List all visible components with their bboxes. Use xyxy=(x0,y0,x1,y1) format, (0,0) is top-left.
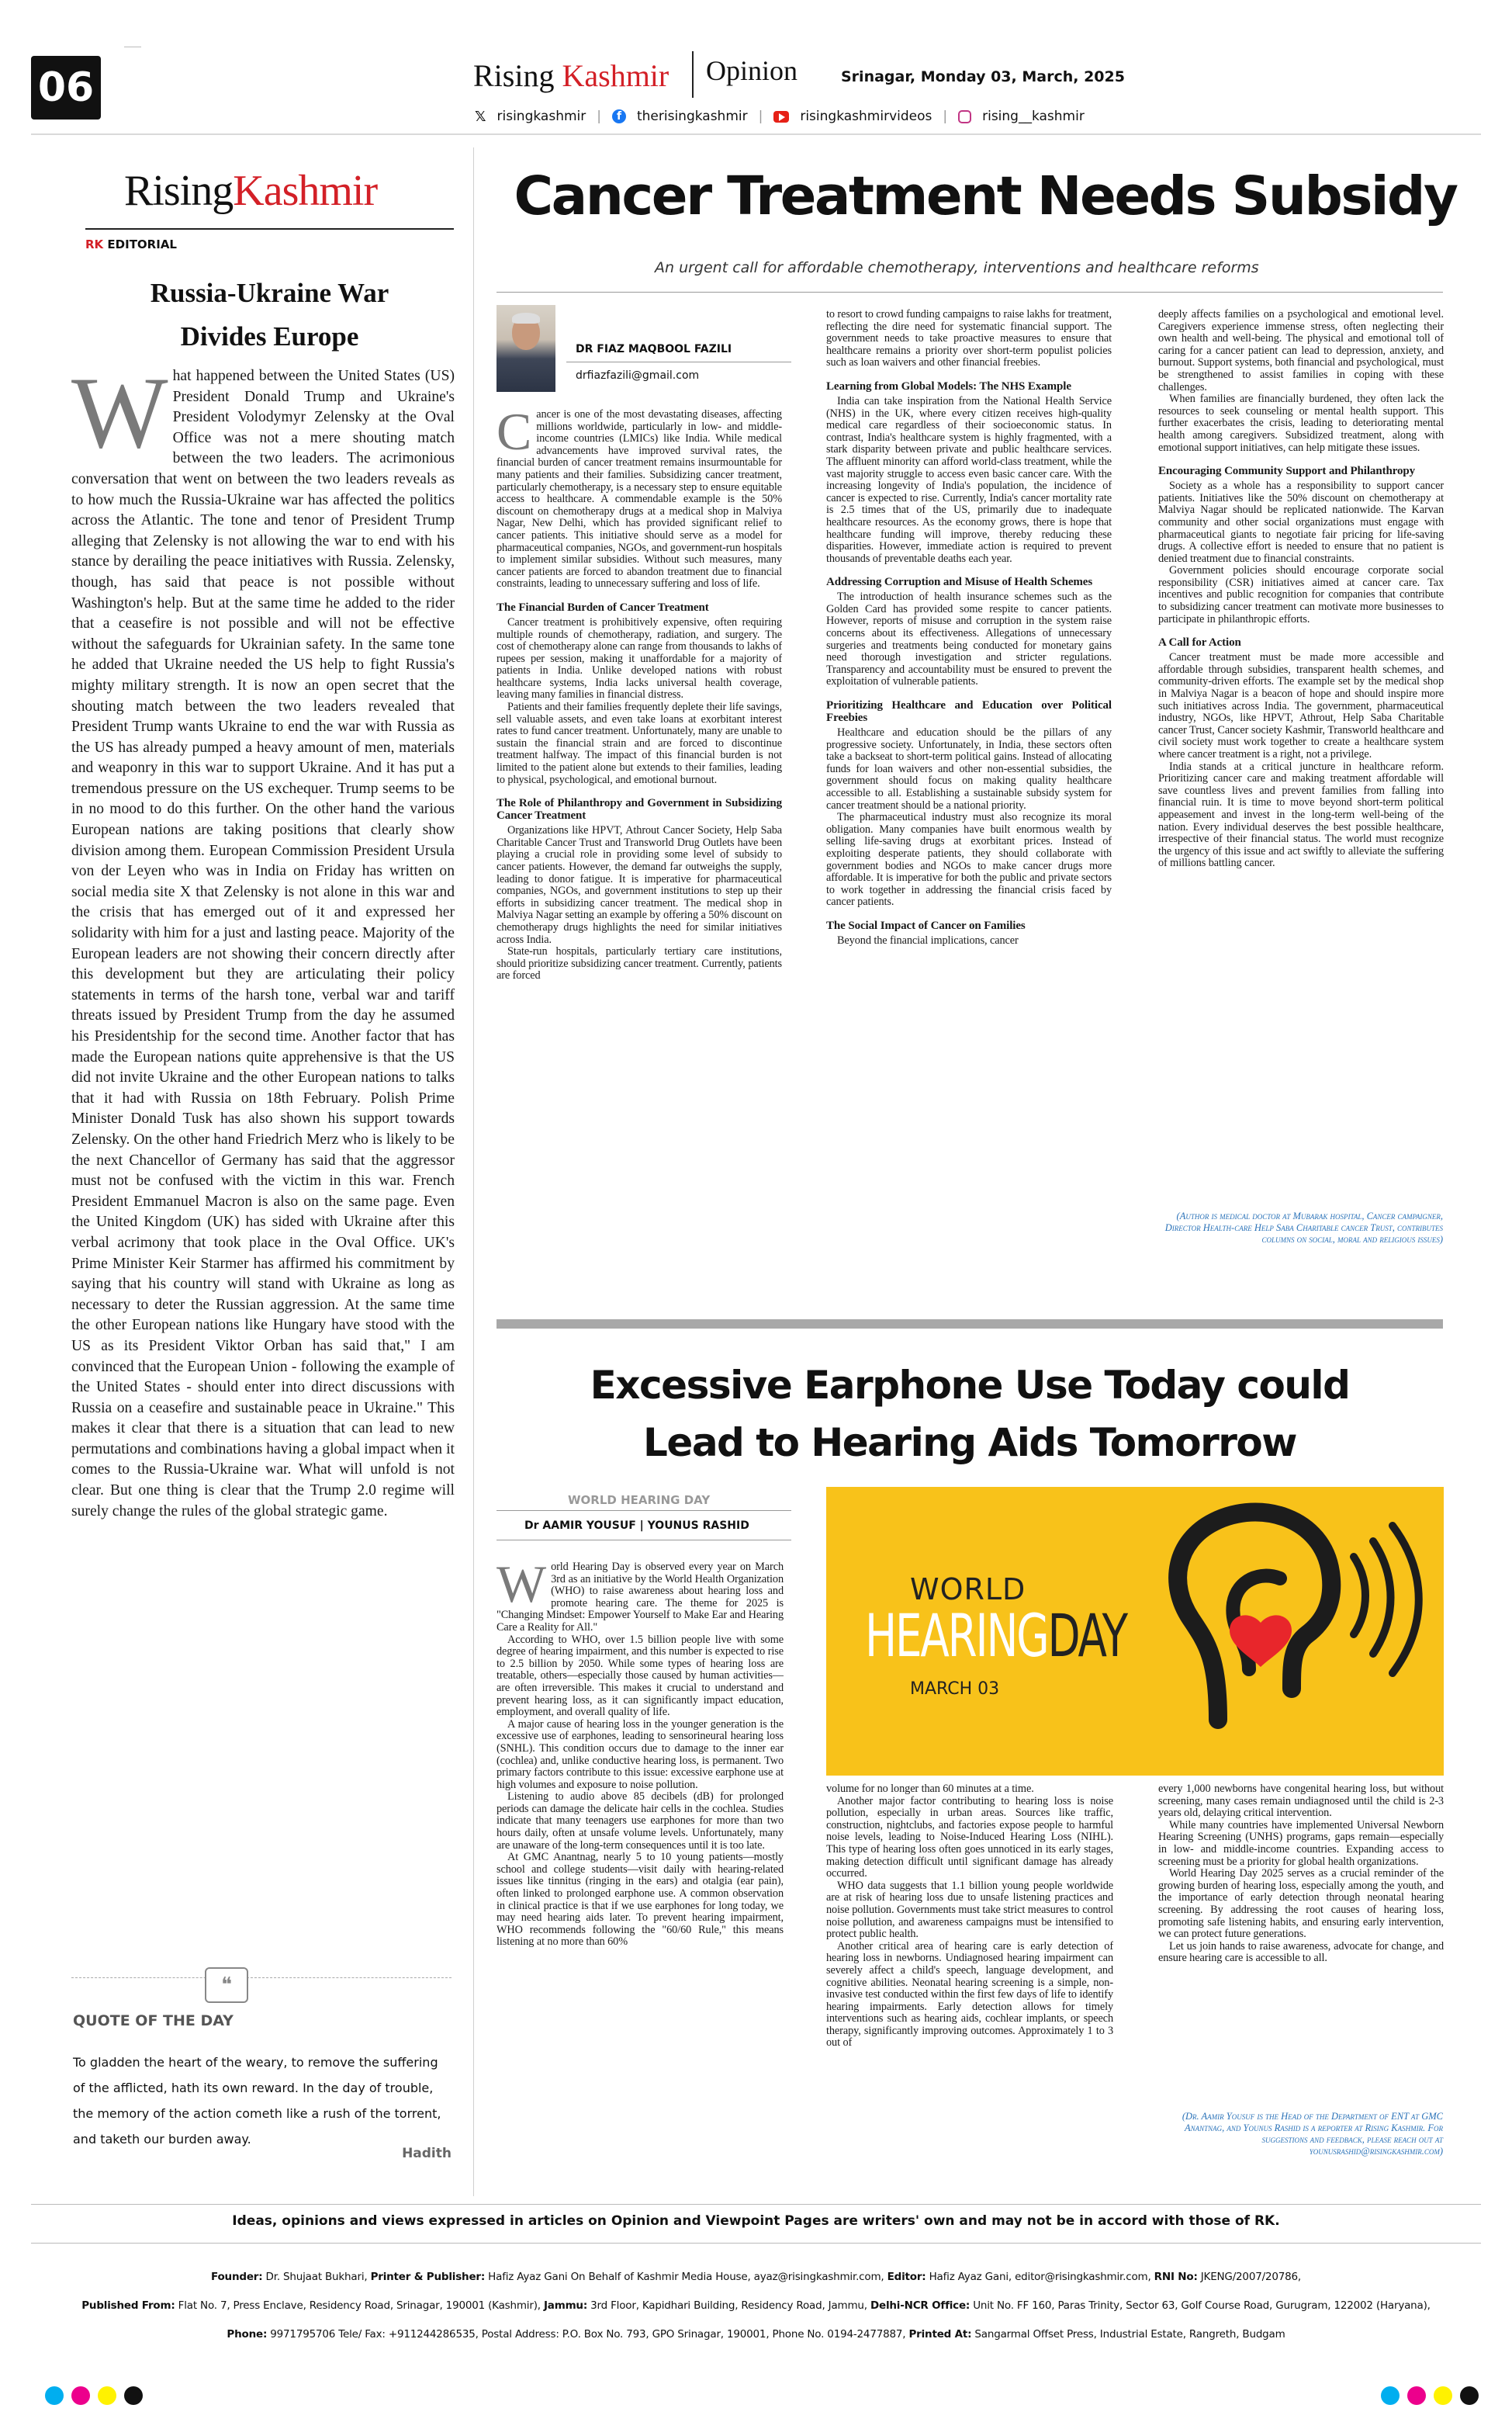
subheading xyxy=(826,576,1112,588)
subheading-text: Learning from Global Models: The NHS Example xyxy=(826,379,1071,393)
article1-column-1 xyxy=(497,409,782,1294)
paragraph xyxy=(497,1719,784,1792)
paragraph-text: Another major factor contributing to hearing loss is noise pollution, especially in urban areas. Sources like traffic, construction, nightclubs, and factories expose people to harmful noise levels, leading to Noise-Induced Hearing Loss (NIHL). This type of hearing loss often goes unnoticed in its early stages, making detection difficult until significant damage has already occurred. xyxy=(826,1794,1113,1880)
paragraph xyxy=(1158,480,1444,565)
paragraph xyxy=(1158,1820,1444,1868)
paragraph xyxy=(497,1561,784,1634)
paragraph xyxy=(497,825,782,946)
paragraph-text: Let us join hands to raise awareness, advocate for change, and ensure hearing care is accessible to all. xyxy=(1158,1939,1444,1965)
article2-kicker: WORLD HEARING DAY xyxy=(568,1493,711,1507)
imprint-from-label: Published From: xyxy=(81,2299,175,2312)
hearing-line1: WORLD xyxy=(910,1572,1026,1606)
masthead-brand xyxy=(473,57,669,94)
social-bar xyxy=(475,106,1085,127)
paragraph xyxy=(1158,1941,1444,1965)
paragraph-text: WHO data suggests that 1.1 billion young people worldwide are at risk of hearing loss due to unsafe listening practices and noise pollution. Governments must take strict measures to control noise pollution, and awareness campaigns must be intensified to protect public health. xyxy=(826,1879,1113,1941)
article-dropcap: W xyxy=(497,1561,547,1613)
subheading-text: The Social Impact of Cancer on Families xyxy=(826,919,1026,932)
paragraph xyxy=(1158,652,1444,761)
editorial-title-line2: Divides Europe xyxy=(180,321,359,352)
paragraph xyxy=(826,812,1112,909)
subheading xyxy=(826,380,1112,393)
paragraph-text: The introduction of health insurance schemes such as the Golden Card has provided some respite to cancer patients. However, reports of misuse and corruption in the system raise concerns about its effectiveness. Allegations of unnecessary surgeries and treatments being conducted for monetary gains need thorough investigation and stricter regulations. Transparency and accountability must be ensured to prevent the exploitation of vulnerable patients. xyxy=(826,591,1112,688)
hearing-line2 xyxy=(865,1601,1126,1670)
paragraph-text: While many countries have implemented Universal Newborn Hearing Screening (UNHS) programs, gaps remain—especially in low- and middle-income countries. Expanding access to screening must be a priority for global health organizations. xyxy=(1158,1818,1444,1868)
paragraph xyxy=(1158,393,1444,454)
subheading-text: Encouraging Community Support and Philanthropy xyxy=(1158,465,1416,478)
paragraph xyxy=(497,409,782,591)
registration-mark xyxy=(1381,2386,1400,2405)
paragraph xyxy=(497,1791,784,1852)
imprint-founder-label: Founder: xyxy=(211,2271,263,2283)
youtube-icon[interactable] xyxy=(773,111,789,123)
imprint-delhi-label: Delhi-NCR Office: xyxy=(870,2299,971,2312)
editorial-body xyxy=(71,366,455,1965)
paragraph xyxy=(497,1634,784,1719)
registration-mark xyxy=(71,2386,90,2405)
paragraph xyxy=(1158,309,1444,393)
dateline: Srinagar, Monday 03, March, 2025 xyxy=(841,68,1125,85)
social-handle-youtube[interactable]: risingkashmirvideos xyxy=(800,109,932,124)
paragraph-text: orld Hearing Day is observed every year on March 3rd as an initiative by the World Health Organization (WHO) to raise awareness about hearing loss and promote hearing care. The theme for 2025 is "Changing Mindset: Empower Yourself to Make Ear and Hearing Care a Reality for All." xyxy=(497,1561,784,1634)
editorial-title xyxy=(85,272,454,359)
paragraph-text: Government policies should encourage corporate social responsibility (CSR) initiatives aimed at cancer care. Tax incentives and public recognition for companies that contribute to subsidizing cancer treatment can motivate more businesses to participate in philanthropic efforts. xyxy=(1158,564,1444,625)
subheading xyxy=(1158,636,1444,649)
article2-kicker-rule xyxy=(497,1510,791,1511)
registration-mark xyxy=(1434,2386,1452,2405)
paragraph-text: State-run hospitals, particularly tertiary care institutions, should prioritize subsidizing cancer treatment. Currently, patients are forced xyxy=(497,945,782,982)
imprint-editor-label: Editor: xyxy=(887,2271,926,2283)
author-email: drfiazfazili@gmail.com xyxy=(576,369,700,382)
paragraph-text: Healthcare and education should be the pillars of any progressive society. Unfortunately, in India, these sectors often take a backseat to short-term political gains. Instead of allocating funds for loan waivers and other non-essential subsidies, the government should focus on making quality healthcare accessible to all. Establishing a sustainable subsidy system for cancer treatment should be a national priority. xyxy=(826,726,1112,812)
paragraph xyxy=(826,935,1112,948)
article2-title-line1: Excessive Earphone Use Today could xyxy=(590,1363,1350,1408)
hearing-line2a: HEARING xyxy=(865,1601,1048,1670)
subheading-text: The Financial Burden of Cancer Treatment xyxy=(497,601,709,614)
imprint-line-2 xyxy=(0,2292,1512,2320)
paragraph xyxy=(826,1880,1113,1941)
imprint-jammu-label: Jammu: xyxy=(543,2299,588,2312)
paragraph-text: Listening to audio above 85 decibels (dB) for prolonged periods can damage the delicate hair cells in the cochlea. Studies indicate that many teenagers use earphones for more than two hours daily, often at unsafe volume levels. Unfortunately, many are unaware of the long-term consequences until it is too late. xyxy=(497,1790,784,1852)
paragraph-text: to resort to crowd funding campaigns to raise lakhs for treatment, reflecting the dire need for systematic financial support. The government needs to take proactive measures to ensure that healthcare remains a priority over short-term populist policies such as loan waivers and other financial freebies. xyxy=(826,309,1112,369)
editorial-logo-kashmir: Kashmir xyxy=(233,167,378,215)
article2-title-line2: Lead to Hearing Aids Tomorrow xyxy=(643,1420,1296,1465)
article2-author-note: (Dr. Aamir Yousuf is the Head of the Department of ENT at GMC Anantnag, and Younus Rashid is a reporter at Rising Kashmir. For suggestions and feedback, please reach out at younusrashid@risingkashmir.com) xyxy=(1182,2111,1443,2157)
paragraph xyxy=(826,1941,1113,2050)
article1-title: Cancer Treatment Needs Subsidy xyxy=(514,165,1457,227)
paragraph-text: volume for no longer than 60 minutes at a time. xyxy=(826,1783,1034,1795)
imprint-rni-label: RNI No: xyxy=(1154,2271,1198,2283)
quote-icon: ❝ xyxy=(205,1967,248,2003)
imprint-phone-label: Phone: xyxy=(227,2328,268,2341)
paragraph-text: When families are financially burdened, they often lack the resources to seek counseling or mental health support. This further exacerbates the crisis, leading to deteriorating mental health among caregivers. Subsidized treatment, along with emotional support initiatives, can help mitigate these issues. xyxy=(1158,393,1444,454)
article-dropcap: C xyxy=(497,409,532,461)
header-rule xyxy=(31,133,1481,135)
disclaimer: Ideas, opinions and views expressed in articles on Opinion and Viewpoint Pages are writers' own and may not be in accord with those of RK. xyxy=(232,2213,1280,2229)
quote-source: Hadith xyxy=(402,2146,452,2161)
editorial-logo xyxy=(124,166,377,216)
quote-label: QUOTE OF THE DAY xyxy=(73,2012,234,2029)
paragraph-text: Beyond the financial implications, cancer xyxy=(837,934,1019,947)
social-divider: | xyxy=(758,109,763,124)
social-divider: | xyxy=(597,109,601,124)
registration-mark xyxy=(45,2386,64,2405)
social-handle-instagram[interactable]: rising__kashmir xyxy=(982,109,1085,124)
social-handle-facebook[interactable]: therisingkashmir xyxy=(636,109,748,124)
footer-rule-mid xyxy=(31,2243,1481,2244)
paragraph xyxy=(826,727,1112,812)
author-photo-hair xyxy=(512,313,540,324)
paragraph-text: The pharmaceutical industry must also recognize its moral obligation. Many companies have built enormous wealth by selling life-saving drugs at exorbitant prices. Instead of exploiting desperate patients, they should collaborate with government bodies and NGOs to make cancer drugs more affordable. It is imperative for both the public and private sectors to work together in addressing the financial crisis faced by cancer patients. xyxy=(826,811,1112,909)
subheading xyxy=(826,699,1112,724)
subheading xyxy=(826,920,1112,932)
subheading-text: A Call for Action xyxy=(1158,636,1241,650)
registration-mark xyxy=(98,2386,116,2405)
article1-subtitle-rule xyxy=(497,292,1443,293)
social-handle-x[interactable]: risingkashmir xyxy=(497,109,586,124)
article-separator xyxy=(497,1319,1443,1329)
article2-column-1 xyxy=(497,1561,784,2182)
article1-subtitle: An urgent call for affordable chemotherapy, interventions and healthcare reforms xyxy=(655,259,1259,276)
paragraph-text: India stands at a critical juncture in healthcare reform. Prioritizing cancer care and making treatment affordable will save countless lives and prevent families from falling into financial ruin. It is time to move beyond short-term political appeasement and invest in the long-term well-being of the nation. Every individual deserves the best possible healthcare, irrespective of their financial status. The world must recognize the urgency of this issue and act swiftly to alleviate the suffering of millions battling cancer. xyxy=(1158,760,1444,870)
registration-mark xyxy=(1407,2386,1426,2405)
social-divider: | xyxy=(943,109,948,124)
imprint-line-3 xyxy=(0,2320,1512,2349)
imprint-rni: JKENG/2007/20786, xyxy=(1200,2271,1301,2283)
paragraph xyxy=(1158,761,1444,870)
paragraph-text: every 1,000 newborns have congenital hearing loss, but without screening, many cases remain undiagnosed until the child is 2-3 years old, delaying critical intervention. xyxy=(1158,1783,1444,1820)
page-number: 06 xyxy=(37,64,95,111)
subheading-text: Prioritizing Healthcare and Education over Political Freebies xyxy=(826,699,1112,725)
imprint-founder: Dr. Shujaat Bukhari, xyxy=(265,2271,368,2283)
registration-mark xyxy=(124,2386,143,2405)
imprint-jammu: 3rd Floor, Kapidhari Building, Residency Road, Jammu, xyxy=(590,2299,867,2312)
author-name: DR FIAZ MAQBOOL FAZILI xyxy=(576,343,732,355)
subheading xyxy=(497,797,782,822)
page-number-box xyxy=(31,56,101,120)
paragraph xyxy=(497,617,782,702)
heart-icon xyxy=(1230,1615,1292,1667)
paragraph xyxy=(1158,1868,1444,1941)
paragraph-text: Another critical area of hearing care is early detection of hearing loss in newborns. Undiagnosed hearing impairment can severely affect a child's speech, language development, and cognitive abilities. Neonatal hearing screening is a simple, non-invasive test conducted within the first few days of life to identify hearing impairments. Early detection allows for timely interventions such as hearing aids, cochlear implants, or speech therapy, significantly improving outcomes. Approximately 1 to 3 out of xyxy=(826,1939,1113,2050)
instagram-icon[interactable] xyxy=(958,110,971,123)
imprint-editor: Hafiz Ayaz Gani, editor@risingkashmir.com, xyxy=(929,2271,1151,2283)
paragraph xyxy=(826,591,1112,688)
paragraph xyxy=(497,946,782,982)
editorial-label-rk: RK xyxy=(85,237,104,251)
article2-byline: Dr AAMIR YOUSUF | YOUNUS RASHID xyxy=(524,1519,749,1532)
masthead-divider xyxy=(692,51,694,98)
article1-author-note: (Author is medical doctor at Mubarak hospital, Cancer campaigner, Director Health-care Help Saba Charitable cancer Trust, contributes columns on social, moral and religious issues) xyxy=(1164,1211,1443,1245)
brand-rising: Rising xyxy=(473,58,555,93)
editorial-text: hat happened between the United States (US) President Donald Trump and Ukraine's President Volodymyr Zelensky at the Oval Office was not a mere shouting match between the two leaders. The acrimonious conversation that went on between the two leaders reveals as to how much the Russia-Ukraine war has affected the politics across the Atlantic. The tone and tenor of President Trump alleging that Zelensky is not allowing the war to end with his stance by derailing the peace initiatives with Russia. Zelensky, though, has said that peace is not possible without Washington's help. But at the same time he added to the rider that a ceasefire is not possible and will not be effective without the safeguards for Ukrainian safety. In the same tone he added that Ukraine needed the US help to fight Russia's mighty military strength. It is now an open secret that the shouting match between the two leaders revealed that President Trump wants Ukraine to end the war with Russia as the US has already pumped a heavy amount of men, materials and weaponry in this war to support Ukraine. And it has put a tremendous pressure on the US exchequer. Trump seems to be in no mood to do this further. On the other hand the various European nations are taking positions that clearly show division among them. European Commission President Ursula von der Leyen who was in India on Friday has written on social media site X that Zelensky is not alone in this war and the crisis that has emerged out of it and expressed her solidarity with him for a just and lasting peace. Majority of the European leaders are not showing their concern directly after this development but they are articulating their policy statements in terms of the harsh tone, verbal war and tariff threats issued by President Trump from the day he assumed his Presidentship for the second time. Another factor that has made the European nations quite apprehensive is that the US did not invite Ukraine and the other European nations to talks that it had with Russia on 18th February. Polish Prime Minister Donald Tusk has also shown his support towards Zelensky. On the other hand Friedrich Merz who is likely to be the next Chancellor of Germany has said that the aggressor must not be confused with the victim in this war. French President Emmanuel Macron is also on the same page. Even the United Kingdom (UK) has sided with Ukraine after this verbal acrimony that took place in the Oval Office. UK's Prime Minister Keir Starmer has affirmed his commitment by saying that his country will stand with Ukraine as long as necessary to deter the Russian aggression. At the same time the other European nations like Hungary have stood with the US as its President Viktor Orban has said that," I am convinced that the European Union - following the example of the United States - should enter into direct discussions with Russia on a ceasefire and sustainable peace in Ukraine." This makes it clear that there is a situation that can lead to new permutations and combinations having a global impact when it comes to the Russia-Ukraine war. What will unfold is not clear. But one thing is clear that the Trump 2.0 regime will surely change the rules of the global strategic game. xyxy=(71,368,455,1519)
editorial-label-text: EDITORIAL xyxy=(107,237,177,251)
footer-rule-top xyxy=(31,2204,1481,2205)
paragraph-text: At GMC Anantnag, nearly 5 to 10 young patients—mostly school and college students—visit daily with hearing-related issues like tinnitus (ringing in the ears) and otalgia (ear pain), often linked to prolonged earphone use. A common observation in clinical practice is that if we use earphones for long today, we may need hearing aids later. To prevent hearing impairment, WHO recommends following the "60/60 Rule," this means listening at no more than 60% xyxy=(497,1851,784,1949)
column-divider xyxy=(473,147,474,2196)
paragraph-text: Society as a whole has a responsibility to support cancer patients. Initiatives like the 50% discount on chemotherapy at Malviya Nagar should be replicated nationwide. The Karvan community and other social organizations must engage with pharmaceutical giants to negotiate fair pricing for life-saving drugs. A collective effort is needed to ensure that no patient is denied treatment due to financial constraints. xyxy=(1158,480,1444,565)
paragraph xyxy=(826,1783,1113,1796)
paragraph-text: deeply affects families on a psychological and emotional level. Caregivers experience immense stress, often neglecting their own health and well-being. The physical and emotional toll of caring for a cancer patient can lead to depression, anxiety, and burnout. Support systems, both financial and psychological, must be strengthened to assist families in coping with these challenges. xyxy=(1158,309,1444,393)
paragraph xyxy=(826,1796,1113,1880)
subheading xyxy=(1158,465,1444,477)
section-label: Opinion xyxy=(706,55,798,86)
imprint-printer: Hafiz Ayaz Gani On Behalf of Kashmir Media House, ayaz@risingkashmir.com, xyxy=(488,2271,884,2283)
x-icon[interactable]: 𝕏 xyxy=(475,108,486,125)
hearing-line2b: DAY xyxy=(1047,1601,1126,1670)
paragraph-text: Cancer treatment is prohibitively expensive, often requiring multiple rounds of chemotherapy, radiation, and surgery. The cost of chemotherapy alone can range from thousands to lakhs of rupees per session, making it unaffordable for a majority of patients in India. Unlike developed nations with robust healthcare systems, India lacks universal health coverage, leaving many families in financial distress. xyxy=(497,615,782,702)
paragraph xyxy=(1158,1783,1444,1820)
paragraph xyxy=(826,309,1112,369)
paragraph xyxy=(826,396,1112,565)
paragraph-text: ancer is one of the most devastating diseases, affecting millions worldwide, particularly in low- and middle-income countries (LMICs) like India. While medical advancements have improved survival rates, the financial burden of cancer treatment remains insurmountable for many patients and their families. Subsidizing cancer treatment, particularly chemotherapy, is a necessary step to ensure equitable access to healthcare. A commendable example is the 50% discount on chemotherapy drugs at a medical shop in Malviya Nagar, New Delhi, which has provided significant relief to cancer patients. This initiative should serve as a model for pharmaceutical companies, NGOs, and government-run hospitals to implement similar subsidies. Without such measures, many cancer patients are forced to abandon treatment due to financial constraints, leading to unnecessary suffering and loss of life. xyxy=(497,409,782,591)
imprint xyxy=(0,2263,1512,2349)
editorial-title-line1: Russia-Ukraine War xyxy=(150,278,389,308)
editorial-dropcap: W xyxy=(71,366,168,470)
subheading xyxy=(497,601,782,614)
article2-title xyxy=(497,1357,1443,1471)
paragraph-text: Cancer treatment must be made more accessible and affordable through subsidies, transparent health schemes, and community-driven efforts. The example set by the medical shop in Malviya Nagar is a beacon of hope and should inspire more such initiatives across India. The government, pharmaceutical industry, NGOs, like HPVT, Athrout, Help Saba Charitable cancer Trust, Cancer society Kashmir, Transworld healthcare and civil society must work together to create a healthcare system where cancer treatment is a right, not a privilege. xyxy=(1158,651,1444,761)
imprint-printed-label: Printed At: xyxy=(908,2328,972,2341)
editorial-label xyxy=(85,237,177,251)
editorial-logo-rising: Rising xyxy=(124,167,234,215)
paragraph xyxy=(497,1852,784,1949)
registration-mark xyxy=(1460,2386,1479,2405)
imprint-line-1 xyxy=(0,2263,1512,2292)
brand-kashmir: Kashmir xyxy=(562,58,670,93)
paragraph-text: Organizations like HPVT, Athrout Cancer Society, Help Saba Charitable Cancer Trust and Transworld Drug Outlets have been playing a crucial role in providing some level of subsidy to cancer patients. However, the demand far outweighs the supply, leading to donor fatigue. It is imperative for pharmaceutical companies, NGOs, and government institutions to step up their efforts in subsidizing cancer treatment. The medical shop in Malviya Nagar setting an example by offering a 50% discount on chemotherapy drugs highlights the need for similar initiatives across India. xyxy=(497,824,782,946)
paragraph-text: According to WHO, over 1.5 billion people live with some degree of hearing impairment, and this number is expected to rise to 2.5 billion by 2050. While some types of hearing loss are treatable, others—especially those caused by human activities—are often irreversible. This makes it crucial to understand and prevent hearing loss, as it can significantly impact education, employment, and overall quality of life. xyxy=(497,1633,784,1719)
imprint-printed: Sangarmal Offset Press, Industrial Estate, Rangreth, Budgam xyxy=(974,2328,1285,2341)
quote-box xyxy=(71,1973,452,2171)
imprint-from: Flat No. 7, Press Enclave, Residency Road, Srinagar, 190001 (Kashmir), xyxy=(178,2299,541,2312)
quote-text: To gladden the heart of the weary, to remove the suffering of the afflicted, hath its own reward. In the day of trouble, the memory of the action cometh like a rush of the torrent, and taketh our burden away. xyxy=(73,2055,441,2147)
article2-column-2 xyxy=(826,1783,1113,2181)
subheading-text: The Role of Philanthropy and Government in Subsidizing Cancer Treatment xyxy=(497,797,782,823)
article1-column-2 xyxy=(826,309,1112,1293)
editorial-rule xyxy=(85,228,454,230)
hearing-line3: MARCH 03 xyxy=(910,1679,1000,1699)
hearing-day-image xyxy=(826,1487,1444,1776)
article1-column-3 xyxy=(1158,309,1444,1194)
paragraph-text: India can take inspiration from the National Health Service (NHS) in the UK, where every citizen receives high-quality medical care regardless of their socioeconomic status. In contrast, India's healthcare system is highly fragmented, with a stark disparity between private and public healthcare services. The affluent minority can afford world-class treatment, while the vast majority struggle to access even basic cancer care. With the increasing longevity of India's population, the incidence of cancer is expected to rise. Currently, India's cancer mortality rate is 2.5 times that of the US, primarily due to inadequate healthcare resources. As the economy grows, there is hope that healthcare funding will improve, thereby reducing these disparities. However, immediate action is required to prevent thousands of preventable deaths each year. xyxy=(826,394,1112,565)
paragraph-text: Patients and their families frequently deplete their life savings, sell valuable assets, and even take loans at exorbitant interest rates to fund cancer treatment. Unfortunately, many are unable to sustain the financial strain and are forced to discontinue treatment halfway. The impact of this financial burden is not limited to the patient alone but extends to their families, leading to physical, psychological, and emotional burnout. xyxy=(497,701,782,786)
imprint-printer-label: Printer & Publisher: xyxy=(370,2271,486,2283)
paragraph-text: A major cause of hearing loss in the younger generation is the excessive use of earphones, leading to sensorineural hearing loss (SNHL). This condition occurs due to damage to the inner ear (cochlea) and, unlike conductive hearing loss, is permanent. Two primary factors contribute to this issue: excessive earphone use at high volumes and exposure to noise pollution. xyxy=(497,1717,784,1791)
author-photo xyxy=(497,305,555,392)
facebook-icon[interactable]: f xyxy=(612,109,626,123)
subheading-text: Addressing Corruption and Misuse of Health Schemes xyxy=(826,576,1093,589)
imprint-phone: 9971795706 Tele/ Fax: +911244286535, Postal Address: P.O. Box No. 793, GPO Srinagar, 190001, Phone No. 0194-2477887, xyxy=(270,2328,906,2341)
paragraph-text: World Hearing Day 2025 serves as a crucial reminder of the growing burden of hearing loss, especially among the youth, and the importance of early detection through neonatal hearing screening. By addressing the root causes of hearing loss, promoting safe listening habits, and ensuring early intervention, we can protect future generations. xyxy=(1158,1867,1444,1941)
paragraph xyxy=(497,702,782,786)
paragraph xyxy=(1158,565,1444,625)
imprint-delhi: Unit No. FF 160, Paras Trinity, Sector 63, Golf Course Road, Gurugram, 122002 (Haryana), xyxy=(973,2299,1431,2312)
